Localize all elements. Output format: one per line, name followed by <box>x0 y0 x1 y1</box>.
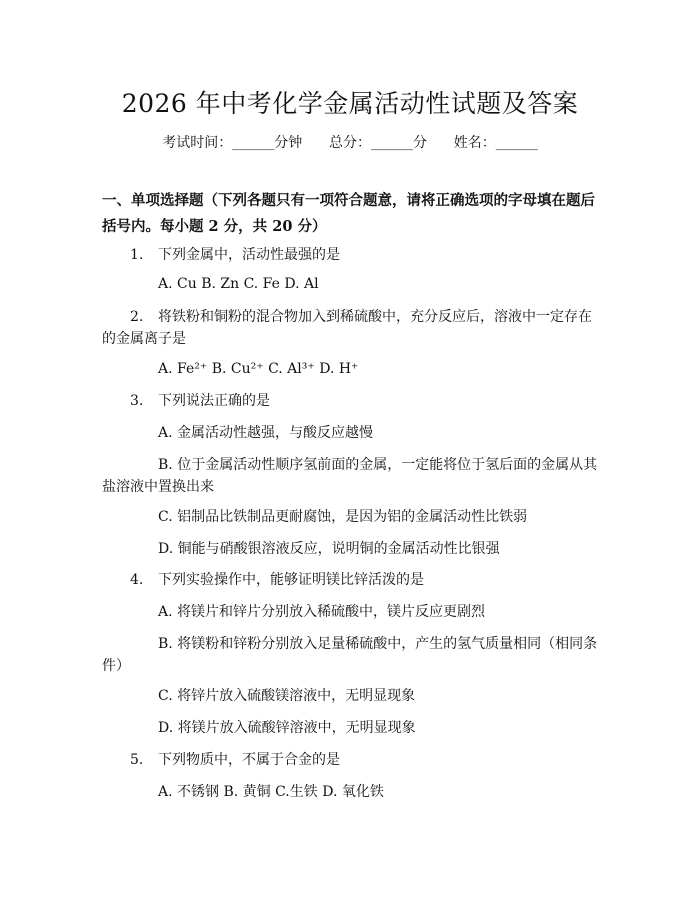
question-2 <box>102 306 600 350</box>
question-stem: 下列实验操作中，能够证明镁比锌活泼的是 <box>158 572 424 588</box>
question-stem: 将铁粉和铜粉的混合物加入到稀硫酸中，充分反应后，溶液中一定存在的金属离子是 <box>102 309 592 347</box>
question-1-options: A. Cu B. Zn C. Fe D. Al <box>158 276 319 292</box>
question-number: 3. <box>130 393 144 409</box>
question-5 <box>130 749 340 771</box>
question-2-options: A. Fe²⁺ B. Cu²⁺ C. Al³⁺ D. H⁺ <box>158 361 359 377</box>
question-4-option-d: D. 将镁片放入硫酸锌溶液中，无明显现象 <box>158 720 416 736</box>
exam-meta-line: 考试时间：______分钟 总分：______分 姓名：______ <box>162 135 538 151</box>
question-4-option-a: A. 将镁片和锌片分别放入稀硫酸中，镁片反应更剧烈 <box>158 604 486 620</box>
question-stem: 下列物质中，不属于合金的是 <box>158 752 340 768</box>
question-4-option-b: B. 将镁粉和锌粉分别放入足量稀硫酸中，产生的氢气质量相同（相同条件） <box>102 636 598 674</box>
question-1 <box>130 244 340 266</box>
section-heading-single-choice: 一、单项选择题（下列各题只有一项符合题意，请将正确选项的字母填在题后括号内。每小题 2 分，共 20 分） <box>102 192 595 235</box>
question-3-option-b: B. 位于金属活动性顺序氢前面的金属，一定能将位于氢后面的金属从其盐溶液中置换出来 <box>102 457 598 495</box>
question-3-option-a: A. 金属活动性越强，与酸反应越慢 <box>158 425 374 441</box>
question-stem: 下列金属中，活动性最强的是 <box>158 247 340 263</box>
question-number: 4. <box>130 572 144 588</box>
question-3-option-d: D. 铜能与硝酸银溶液反应，说明铜的金属活动性比银强 <box>158 541 500 557</box>
question-3 <box>130 390 270 412</box>
page-title: 2026 年中考化学金属活动性试题及答案 <box>121 89 579 118</box>
question-5-options: A. 不锈钢 B. 黄铜 C.生铁 D. 氧化铁 <box>158 784 384 800</box>
question-4-option-c: C. 将锌片放入硫酸镁溶液中，无明显现象 <box>158 688 416 704</box>
question-3-option-c: C. 铝制品比铁制品更耐腐蚀，是因为铝的金属活动性比铁弱 <box>158 509 528 525</box>
question-stem: 下列说法正确的是 <box>158 393 270 409</box>
question-number: 5. <box>130 752 144 768</box>
question-number: 1. <box>130 247 144 263</box>
question-4 <box>130 569 424 591</box>
question-number: 2. <box>130 309 144 325</box>
